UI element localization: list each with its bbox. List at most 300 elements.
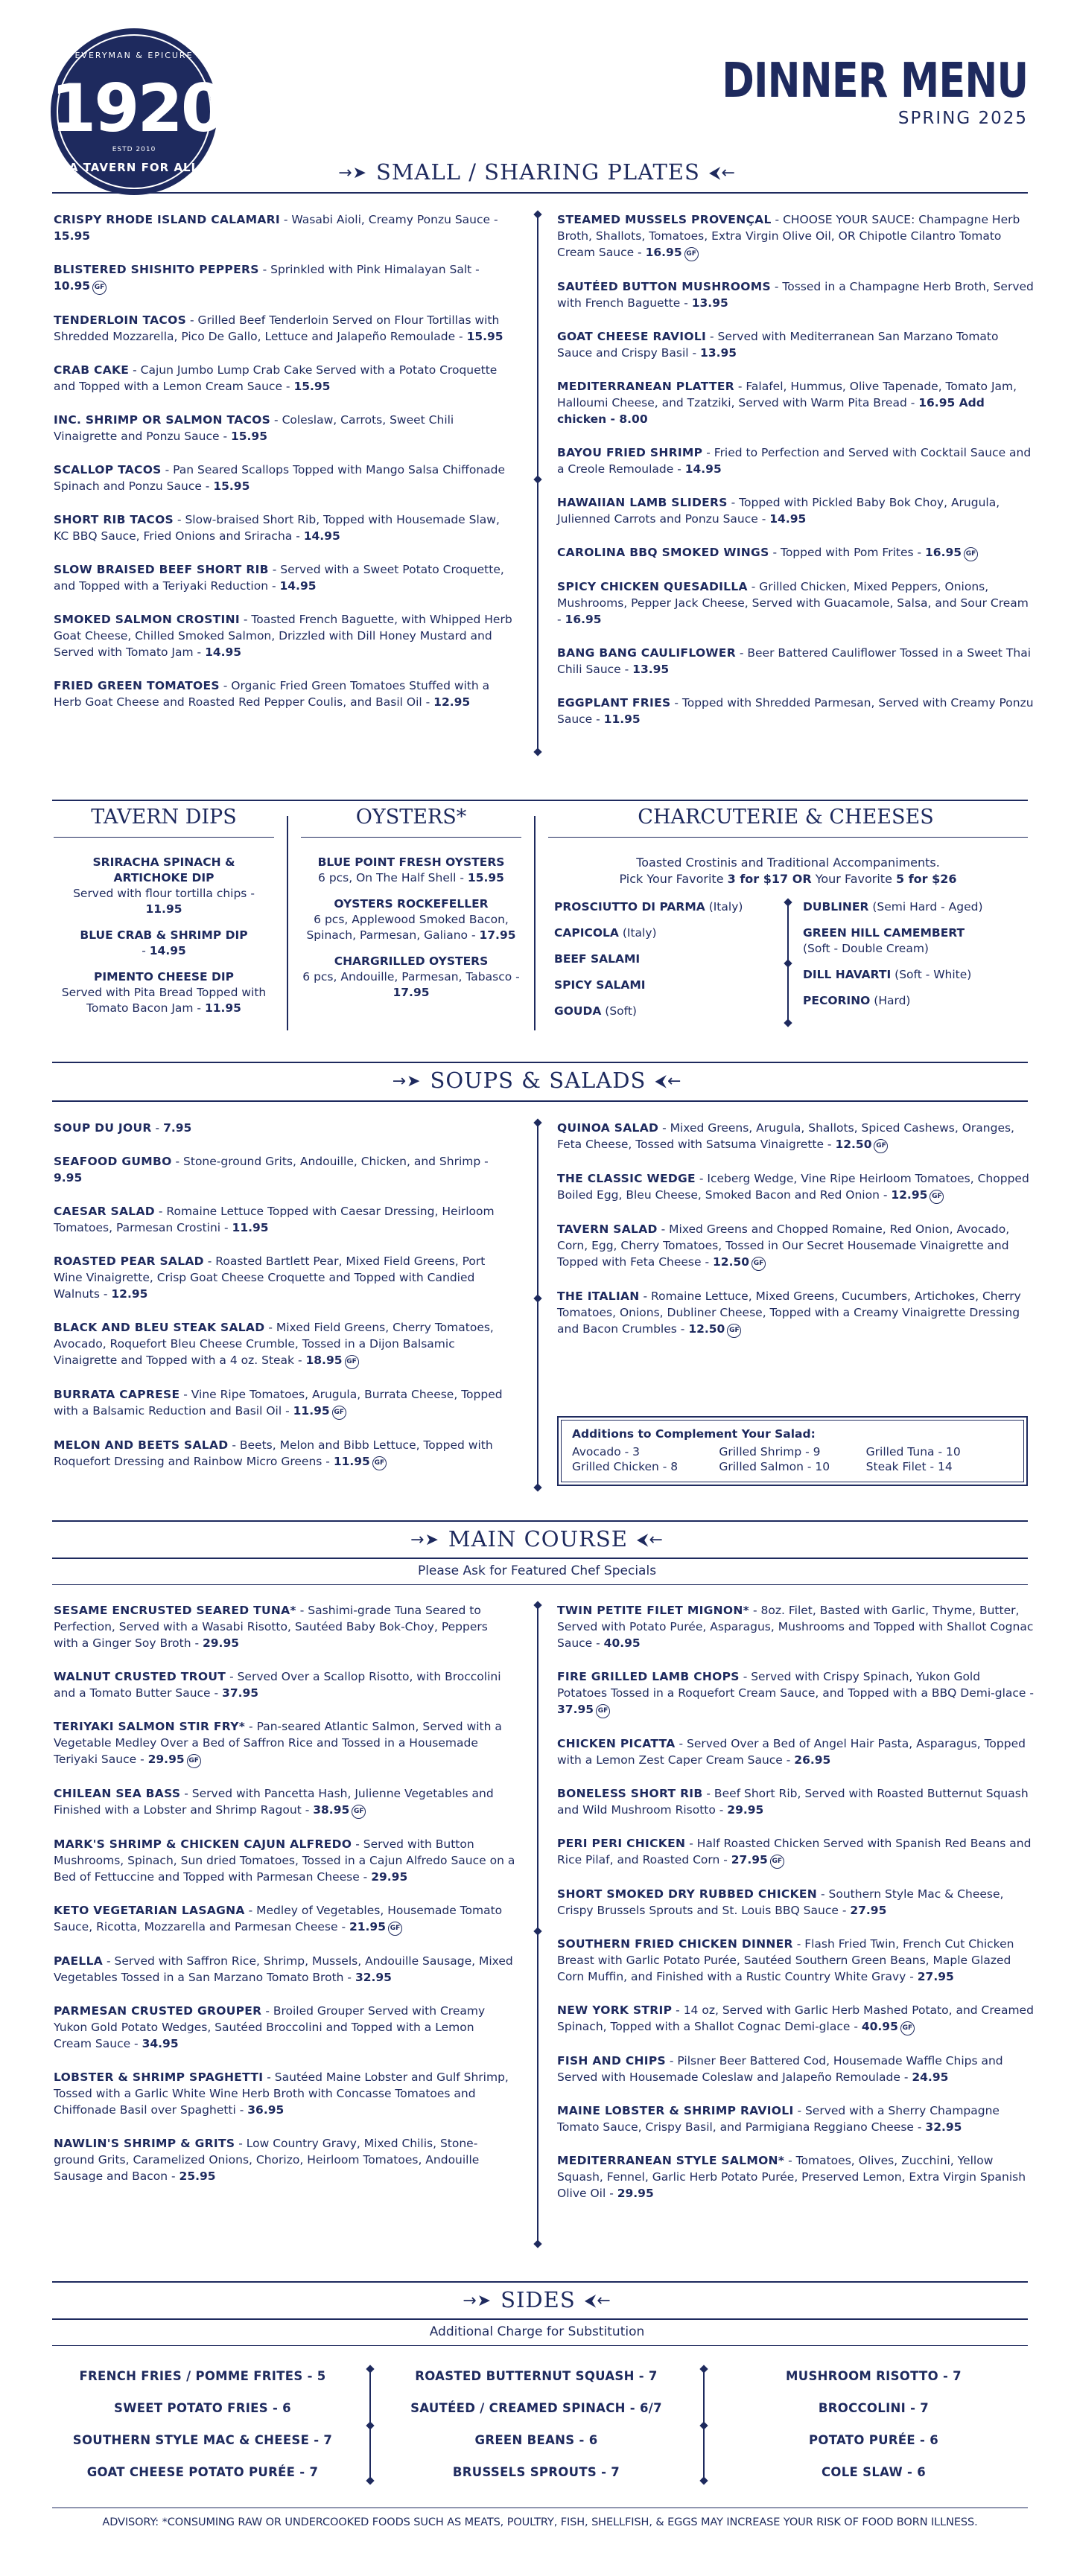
- gluten-free-icon: GF: [964, 547, 978, 561]
- divider-ornament-icon: [533, 747, 541, 756]
- item-price: 38.95: [313, 1803, 350, 1817]
- menu-item: [557, 1886, 1034, 1919]
- item-description: - Served with Crispy Spinach, Yukon Gold Potatoes Tossed in a Roquefort Cream Sauce, and Topped with a BBQ Demi-glace -: [557, 1670, 1034, 1700]
- item-name: PARMESAN CRUSTED GROUPER: [54, 2004, 262, 2018]
- item-description: - Cajun Jumbo Lump Crab Cake Served with a Potato Croquette and Topped with a Lemon Cream Sauce -: [54, 363, 498, 393]
- menu-item: [557, 2152, 1034, 2202]
- logo-estd: ESTD 2010: [112, 146, 156, 153]
- item-name: SESAME ENCRUSTED SEARED TUNA*: [54, 1604, 296, 1617]
- column-divider: [537, 1605, 538, 2245]
- item-description: - Tomatoes, Olives, Zucchini, Yellow Squash, Fennel, Garlic Herb Potato Purée, Preserved Lemon, Extra Virgin Spanish Olive Oil -: [557, 2154, 1026, 2200]
- column-divider: [537, 1123, 538, 1488]
- item-name: SAUTÉED BUTTON MUSHROOMS: [557, 280, 771, 293]
- item-name: THE ITALIAN: [557, 1289, 640, 1303]
- arrow-left-icon: →➤: [463, 2292, 492, 2310]
- charcuterie-line2-a: Pick Your Favorite: [619, 872, 728, 886]
- item-description: 6 pcs, Andouille, Parmesan, Tabasco -: [302, 970, 520, 983]
- menu-item: [54, 855, 274, 917]
- small-plates-right: [557, 211, 1034, 745]
- item-name: CAROLINA BBQ SMOKED WINGS: [557, 546, 769, 559]
- gluten-free-icon: GF: [345, 1355, 359, 1369]
- item-price: 17.95: [393, 986, 430, 999]
- menu-item: [557, 645, 1034, 678]
- item-name: ROASTED PEAR SALAD: [54, 1254, 204, 1268]
- charcuterie-line2-d: 5 for $26: [896, 872, 957, 886]
- item-name: TENDERLOIN TACOS: [54, 313, 187, 327]
- item-name: HAWAIIAN LAMB SLIDERS: [557, 496, 728, 509]
- item-name: THE CLASSIC WEDGE: [557, 1172, 696, 1185]
- item-name: NEW YORK STRIP: [557, 2003, 673, 2017]
- item-price: 15.95: [293, 380, 331, 393]
- menu-item: [557, 444, 1034, 477]
- item-price: 11.95: [333, 1455, 370, 1468]
- divider: [52, 192, 1028, 194]
- item-name: MAINE LOBSTER & SHRIMP RAVIOLI: [557, 2104, 794, 2117]
- gluten-free-icon: GF: [930, 1190, 944, 1204]
- side-item: FRENCH FRIES / POMME FRITES - 5: [79, 2369, 326, 2383]
- item-description: - Beef Short Rib, Served with Roasted Butternut Squash and Wild Mushroom Risotto -: [557, 1787, 1029, 1817]
- item-price: 14.95: [149, 944, 186, 957]
- item-price: 16.95: [925, 546, 962, 559]
- item-note: (Soft - White): [891, 968, 972, 981]
- item-description: - Beets, Melon and Bibb Lettuce, Topped with Roquefort Dressing and Rainbow Micro Greens -: [54, 1438, 493, 1468]
- item-price: 29.95: [727, 1803, 764, 1817]
- item-description: - Pan Seared Scallops Topped with Mango Salsa Chiffonade Spinach and Ponzu Sauce -: [54, 463, 506, 493]
- sides-col-2: [387, 2369, 685, 2497]
- menu-item: [557, 494, 1034, 527]
- menu-item: [557, 1668, 1034, 1718]
- gluten-free-icon: GF: [752, 1257, 766, 1271]
- item-name: SPICY SALAMI: [554, 978, 646, 992]
- menu-item: [301, 855, 521, 886]
- menu-item: [557, 1735, 1034, 1768]
- item-description: -: [142, 944, 150, 957]
- menu-item: [54, 1386, 515, 1420]
- divider: [52, 1584, 1028, 1585]
- item-description-line: [301, 870, 521, 886]
- side-item: GREEN BEANS - 6: [474, 2433, 598, 2447]
- item-description: - Stone-ground Grits, Andouille, Chicken, and Shrimp -: [171, 1155, 489, 1168]
- item-description: - Romaine Lettuce, Mixed Greens, Cucumbers, Artichokes, Cherry Tomatoes, Onions, Dubliner Cheese, Topped with a Creamy Vinaigrette Dressing and Bacon Crumbles -: [557, 1289, 1021, 1336]
- divider: [52, 1520, 1028, 1522]
- main-subtitle: Please Ask for Featured Chef Specials: [417, 1563, 657, 1578]
- section-title-charcuterie: CHARCUTERIE & CHEESES: [638, 806, 934, 829]
- cheese-item: [803, 993, 1026, 1009]
- item-description: - Iceberg Wedge, Vine Ripe Heirloom Tomatoes, Chopped Boiled Egg, Bleu Cheese, Smoked Bacon and Red Onion -: [557, 1172, 1029, 1202]
- side-item: COLE SLAW - 6: [821, 2465, 926, 2479]
- item-name: CAPICOLA: [554, 926, 619, 940]
- item-price: 15.95: [230, 430, 267, 443]
- item-description: - Served with Pancetta Hash, Julienne Vegetables and Finished with a Lobster and Shrimp Ragout -: [54, 1787, 494, 1817]
- item-price: 29.95: [202, 1636, 240, 1650]
- dips-list: [54, 855, 274, 1027]
- item-description: - Pan-seared Atlantic Salmon, Served with a Vegetable Medley Over a Bed of Saffron Rice and Tossed in a Housemade Teriyaki Sauce -: [54, 1720, 502, 1766]
- item-name: SHORT RIB TACOS: [54, 513, 174, 526]
- logo-number: 1920: [51, 70, 224, 147]
- charcuterie-line2-c: Your Favorite: [811, 872, 896, 886]
- charcuterie-line2-b: 3 for $17 OR: [727, 872, 812, 886]
- item-description: - Mixed Greens, Arugula, Shallots, Spiced Cashews, Oranges, Feta Cheese, Tossed with Satsuma Vinaigrette -: [557, 1121, 1014, 1151]
- item-name: BLUE POINT FRESH OYSTERS: [317, 855, 505, 869]
- addition-item: Avocado - 3: [572, 1445, 641, 1458]
- column-divider: [534, 816, 536, 1030]
- small-plates-left: [54, 211, 515, 727]
- cheese-item: [554, 978, 778, 993]
- side-item: BRUSSELS SPROUTS - 7: [452, 2465, 620, 2479]
- divider: [52, 1100, 1028, 1102]
- item-name: TAVERN SALAD: [557, 1222, 658, 1236]
- gluten-free-icon: GF: [388, 1922, 402, 1936]
- item-name: TERIYAKI SALMON STIR FRY*: [54, 1720, 246, 1733]
- item-price: 12.50: [688, 1322, 725, 1336]
- arrow-right-icon: ⮜←: [584, 2292, 611, 2310]
- divider: [52, 1062, 1028, 1063]
- section-title-soups: →➤ SOUPS & SALADS ⮜←: [392, 1068, 682, 1093]
- menu-item: [54, 211, 515, 244]
- item-price: 12.50: [835, 1138, 872, 1151]
- item-description-line: [301, 969, 521, 1001]
- menu-item: [557, 1835, 1034, 1869]
- item-description: Served with Pita Bread Topped with Tomato Bacon Jam -: [61, 986, 267, 1015]
- item-description: - Falafel, Hummus, Olive Tapenade, Tomato Jam, Halloumi Cheese, and Tzatziki, Served with Warm Pita Bread -: [557, 380, 1017, 409]
- charcuterie-line1: Toasted Crostinis and Traditional Accompaniments.: [636, 855, 940, 870]
- menu-item: [557, 578, 1034, 628]
- item-description: - Mixed Greens and Chopped Romaine, Red Onion, Avocado, Corn, Egg, Cherry Tomatoes, Tossed in Our Secret Housemade Vinaigrette and Topped with Feta Cheese -: [557, 1222, 1010, 1269]
- side-item: MUSHROOM RISOTTO - 7: [786, 2369, 962, 2383]
- item-price: 11.95: [145, 902, 182, 916]
- charcuterie-intro: [548, 855, 1028, 887]
- item-description: - Mixed Field Greens, Cherry Tomatoes, Avocado, Roquefort Bleu Cheese Crumble, Tossed in a Dijon Balsamic Vinaigrette and Topped with a 4 oz. Steak -: [54, 1321, 494, 1367]
- side-item: POTATO PURÉE - 6: [809, 2433, 938, 2447]
- item-price: 11.95: [293, 1404, 330, 1418]
- gluten-free-icon: GF: [874, 1139, 888, 1153]
- cheese-item: [554, 1004, 778, 1019]
- item-price: 11.95: [232, 1221, 269, 1234]
- additions-title: Additions to Complement Your Salad:: [572, 1427, 816, 1441]
- gluten-free-icon: GF: [900, 2021, 915, 2035]
- item-description: - Topped with Pickled Baby Bok Choy, Arugula, Julienned Carrots and Ponzu Sauce -: [557, 496, 1000, 526]
- item-price: 14.95: [303, 529, 340, 543]
- item-note: (Italy): [618, 926, 657, 940]
- menu-item: [557, 544, 1034, 561]
- item-price: 29.95: [617, 2187, 654, 2200]
- item-price: 14.95: [279, 579, 317, 593]
- side-item: SAUTÉED / CREAMED SPINACH - 6/7: [410, 2401, 662, 2415]
- item-name: PECORINO: [803, 994, 871, 1007]
- item-description: Served with flour tortilla chips -: [73, 887, 255, 900]
- item-name: CRISPY RHODE ISLAND CALAMARI: [54, 213, 280, 226]
- menu-item: [54, 1253, 515, 1302]
- divider: [54, 837, 274, 838]
- divider-ornament-icon: [699, 2365, 708, 2373]
- item-description-line: [54, 943, 274, 959]
- menu-item: [557, 1785, 1034, 1818]
- arrow-right-icon: ⮜←: [708, 164, 736, 182]
- cheese-item: [803, 899, 1026, 915]
- menu-item: [54, 1718, 515, 1768]
- item-description: - Coleslaw, Carrots, Sweet Chili Vinaigrette and Ponzu Sauce -: [54, 413, 454, 443]
- menu-item: [54, 412, 515, 444]
- item-price: 13.95: [700, 346, 737, 360]
- item-name: MEDITERRANEAN PLATTER: [557, 380, 734, 393]
- item-description: - Sprinkled with Pink Himalayan Salt -: [258, 263, 480, 276]
- divider-ornament-icon: [533, 1601, 541, 1609]
- additions-row: [572, 1459, 1013, 1474]
- side-item: BROCCOLINI - 7: [818, 2401, 930, 2415]
- divider-ornament-icon: [533, 475, 541, 483]
- divider-ornament-icon: [366, 2476, 374, 2484]
- menu-item: [54, 678, 515, 710]
- column-divider: [287, 816, 288, 1030]
- menu-item: [54, 611, 515, 660]
- item-price: 15.95: [54, 229, 91, 243]
- section-title-main: →➤ MAIN COURSE ⮜←: [410, 1526, 664, 1552]
- gluten-free-icon: GF: [352, 1805, 366, 1819]
- menu-item: [557, 328, 1034, 361]
- item-name: CHILEAN SEA BASS: [54, 1787, 181, 1800]
- item-note: (Semi Hard - Aged): [868, 900, 983, 914]
- item-name: SOUTHERN FRIED CHICKEN DINNER: [557, 1937, 793, 1951]
- soups-left: [54, 1120, 515, 1488]
- divider-ornament-icon: [699, 2421, 708, 2429]
- item-description: - Southern Style Mac & Cheese, Crispy Brussels Sprouts and St. Louis BBQ Sauce -: [557, 1887, 1004, 1917]
- item-name: SRIRACHA SPINACH & ARTICHOKE DIP: [92, 855, 235, 884]
- side-item: GOAT CHEESE POTATO PURÉE - 7: [86, 2465, 319, 2479]
- item-name: PAELLA: [54, 1954, 104, 1968]
- item-price: 16.95: [645, 246, 682, 259]
- advisory: ADVISORY: *CONSUMING RAW OR UNDERCOOKED FOODS SUCH AS MEATS, POULTRY, FISH, SHELLFISH, & EGGS MAY INCREASE YOUR RISK OF FOOD BORN ILLNESS.: [102, 2516, 978, 2528]
- sides-subtitle: Additional Charge for Substitution: [429, 2324, 645, 2339]
- salad-additions-box: [557, 1416, 1028, 1486]
- divider-ornament-icon: [533, 1927, 541, 1935]
- side-item: ROASTED BUTTERNUT SQUASH - 7: [415, 2369, 658, 2383]
- item-price: 32.95: [355, 1971, 392, 1984]
- menu-item: [557, 1936, 1034, 1985]
- gluten-free-icon: GF: [187, 1754, 201, 1768]
- item-price: 12.95: [433, 695, 471, 709]
- menu-item: [557, 1602, 1034, 1651]
- menu-item: [54, 362, 515, 395]
- item-name: EGGPLANT FRIES: [557, 696, 671, 710]
- item-price: 18.95: [305, 1354, 343, 1367]
- addition-item: Steak Filet - 14: [865, 1460, 953, 1473]
- menu-item: [54, 462, 515, 494]
- menu-item: [557, 378, 1034, 427]
- divider-ornament-icon: [699, 2476, 708, 2484]
- additions-row: [572, 1444, 1013, 1459]
- item-description: - Medley of Vegetables, Housemade Tomato Sauce, Ricotta, Mozzarella and Parmesan Cheese -: [54, 1904, 503, 1933]
- item-name: PROSCIUTTO DI PARMA: [554, 900, 705, 914]
- menu-item: [54, 2003, 515, 2052]
- menu-item: [54, 1602, 515, 1651]
- menu-item: [54, 261, 515, 295]
- charcuterie-left-list: [554, 899, 778, 1030]
- item-price: 27.95: [850, 1904, 887, 1917]
- item-price: 26.95: [794, 1753, 831, 1767]
- item-description: - Romaine Lettuce Topped with Caesar Dressing, Heirloom Tomatoes, Parmesan Crostini -: [54, 1205, 495, 1234]
- column-divider: [537, 216, 538, 752]
- item-description: - Organic Fried Green Tomatoes Stuffed with a Herb Goat Cheese and Roasted Red Pepper Coulis, and Basil Oil -: [54, 679, 490, 709]
- divider-ornament-icon: [784, 898, 792, 906]
- item-price: 14.95: [769, 512, 807, 526]
- soups-right: [557, 1120, 1034, 1355]
- addition-item: Grilled Shrimp - 9: [719, 1445, 821, 1458]
- menu-item: [557, 2002, 1034, 2035]
- item-price: 27.95: [731, 1853, 768, 1866]
- main-right: [557, 1602, 1034, 2219]
- menu-item: [54, 312, 515, 345]
- item-description: - Fried to Perfection and Served with Cocktail Sauce and a Creole Remoulade -: [557, 446, 1032, 476]
- item-description: - Vine Ripe Tomatoes, Arugula, Burrata Cheese, Topped with a Balsamic Reduction and Basil Oil -: [54, 1388, 503, 1418]
- item-name: OYSTERS ROCKEFELLER: [334, 897, 489, 911]
- item-note: (Italy): [705, 900, 743, 914]
- item-name: PERI PERI CHICKEN: [557, 1837, 686, 1850]
- item-price: 16.95 Add chicken - 8.00: [557, 396, 985, 426]
- item-price: 29.95: [371, 1870, 408, 1884]
- divider: [52, 2318, 1028, 2320]
- logo-top-text: EVERYMAN & EPICURE: [74, 51, 194, 60]
- item-description: - Tossed in a Champagne Herb Broth, Served with French Baguette -: [557, 280, 1034, 310]
- item-name: CRAB CAKE: [54, 363, 130, 377]
- item-price: 21.95: [349, 1920, 386, 1933]
- menu-item: [54, 511, 515, 544]
- item-price: 24.95: [912, 2070, 949, 2084]
- divider-ornament-icon: [366, 2421, 374, 2429]
- menu-item: [54, 2069, 515, 2118]
- item-price: 25.95: [179, 2169, 216, 2183]
- item-name: PIMENTO CHEESE DIP: [94, 970, 234, 983]
- item-description: - Half Roasted Chicken Served with Spanish Red Beans and Rice Pilaf, and Roasted Corn -: [557, 1837, 1032, 1866]
- item-price: 37.95: [222, 1686, 259, 1700]
- menu-item: [54, 1902, 515, 1936]
- item-description: - Served Over a Bed of Angel Hair Pasta, Asparagus, Topped with a Lemon Zest Caper Cream Sauce -: [557, 1737, 1026, 1767]
- menu-item: [54, 1319, 515, 1369]
- cheese-item: [554, 925, 778, 941]
- item-price: 13.95: [691, 296, 728, 310]
- item-price: 27.95: [917, 1970, 954, 1983]
- additions-grid: [572, 1444, 1013, 1474]
- divider-ornament-icon: [784, 1018, 792, 1027]
- item-description: - Slow-braised Short Rib, Topped with Housemade Slaw, KC BBQ Sauce, Fried Onions and Sriracha -: [54, 513, 500, 543]
- item-description: - Served with a Sherry Champagne Tomato Sauce, Crispy Basil, and Parmigiana Reggiano Cheese -: [557, 2104, 1000, 2134]
- item-note: (Hard): [870, 994, 911, 1007]
- menu-item: [54, 561, 515, 594]
- divider: [52, 2281, 1028, 2283]
- item-name: BEEF SALAMI: [554, 952, 641, 966]
- item-price: 32.95: [925, 2120, 962, 2134]
- page-title: DINNER MENU: [721, 54, 1028, 109]
- arrow-left-icon: →➤: [410, 1531, 439, 1549]
- item-price: 13.95: [632, 663, 670, 676]
- item-description: - Wasabi Aioli, Creamy Ponzu Sauce -: [279, 213, 498, 226]
- item-name: TWIN PETITE FILET MIGNON*: [557, 1604, 750, 1617]
- menu-item: [557, 1170, 1034, 1204]
- item-price: 12.95: [891, 1188, 928, 1202]
- section-title-oysters: OYSTERS*: [355, 806, 467, 829]
- sides-col-3: [721, 2369, 1026, 2497]
- divider: [548, 837, 1028, 838]
- item-name: MEDITERRANEAN STYLE SALMON*: [557, 2154, 785, 2167]
- item-description: - Sashimi-grade Tuna Seared to Perfection, Served with a Wasabi Risotto, Sautéed Baby Bok-Choy, Peppers with a Ginger Soy Broth -: [54, 1604, 488, 1650]
- item-price: 11.95: [603, 712, 641, 726]
- gluten-free-icon: GF: [727, 1324, 741, 1338]
- item-description: - Served with Saffron Rice, Shrimp, Mussels, Andouille Sausage, Mixed Vegetables Tossed in a San Marzano Tomato Broth -: [54, 1954, 513, 1984]
- divider-ornament-icon: [366, 2365, 374, 2373]
- item-name: SEAFOOD GUMBO: [54, 1155, 172, 1168]
- item-name: MARK'S SHRIMP & CHICKEN CAJUN ALFREDO: [54, 1837, 352, 1851]
- item-price: 37.95: [557, 1703, 594, 1716]
- gluten-free-icon: GF: [684, 247, 699, 261]
- menu-item: [557, 1288, 1034, 1338]
- section-title-sides: →➤ SIDES ⮜←: [463, 2287, 611, 2312]
- menu-item: [54, 2135, 515, 2184]
- item-description: -: [151, 1121, 164, 1135]
- gluten-free-icon: GF: [770, 1855, 784, 1869]
- item-price: 9.95: [54, 1171, 83, 1185]
- item-description: - Served with Mediterranean San Marzano Tomato Sauce and Crispy Basil -: [557, 330, 999, 360]
- divider: [301, 837, 521, 838]
- menu-item: [54, 1437, 515, 1470]
- menu-item: [54, 1785, 515, 1819]
- item-name: BLISTERED SHISHITO PEPPERS: [54, 263, 259, 276]
- item-price: 15.95: [466, 330, 503, 343]
- arrow-left-icon: →➤: [392, 1072, 422, 1091]
- main-left: [54, 1602, 515, 2202]
- item-name: STEAMED MUSSELS PROVENÇAL: [557, 213, 772, 226]
- item-name: GOAT CHEESE RAVIOLI: [557, 330, 707, 343]
- item-price: 40.95: [603, 1636, 641, 1650]
- menu-item: [557, 2053, 1034, 2085]
- gluten-free-icon: GF: [92, 281, 107, 295]
- item-description: - Toasted French Baguette, with Whipped Herb Goat Cheese, Chilled Smoked Salmon, Drizzled with Dill Honey Mustard and Served with Tomato Jam -: [54, 613, 512, 659]
- item-price: 29.95: [147, 1753, 185, 1766]
- item-price: 14.95: [684, 462, 722, 476]
- menu-item: [54, 1953, 515, 1986]
- divider: [52, 1558, 1028, 1559]
- item-name: SPICY CHICKEN QUESADILLA: [557, 580, 748, 593]
- item-price: 16.95: [565, 613, 602, 626]
- menu-item: [54, 928, 274, 959]
- menu-item: [54, 1120, 515, 1136]
- item-description: - Roasted Bartlett Pear, Mixed Field Greens, Port Wine Vinaigrette, Crisp Goat Cheese Croquette and Topped with Candied Walnuts -: [54, 1254, 486, 1301]
- item-name: BLUE CRAB & SHRIMP DIP: [80, 928, 248, 942]
- section-title-dips: TAVERN DIPS: [91, 806, 237, 829]
- item-description: - Low Country Gravy, Mixed Chilis, Stone-ground Grits, Caramelized Onions, Chorizo, Heirloom Tomatoes, Andouille Sausage and Bacon -: [54, 2137, 480, 2183]
- item-name: SOUP DU JOUR: [54, 1121, 152, 1135]
- item-description: - Broiled Grouper Served with Creamy Yukon Gold Potato Wedges, Sautéed Broccolini and Topped with a Lemon Cream Sauce -: [54, 2004, 486, 2050]
- item-name: QUINOA SALAD: [557, 1121, 659, 1135]
- item-note: (Soft - Double Cream): [803, 942, 929, 955]
- item-description: - Flash Fried Twin, French Cut Chicken Breast with Garlic Potato Purée, Sautéed Southern Green Beans, Maple Glazed Corn Muffin, and Finished with a Rustic Country White Gravy -: [557, 1937, 1014, 1983]
- item-description: - 14 oz, Served with Garlic Herb Mashed Potato, and Creamed Spinach, Topped with a Shallot Cognac Demi-glace -: [557, 2003, 1034, 2033]
- addition-item: Grilled Salmon - 10: [719, 1460, 830, 1473]
- item-description: 6 pcs, On The Half Shell -: [318, 871, 468, 884]
- arrow-left-icon: →➤: [338, 164, 367, 182]
- item-price: 36.95: [247, 2103, 285, 2117]
- logo-bottom-text: A TAVERN FOR ALL: [69, 161, 200, 174]
- item-name: BURRATA CAPRESE: [54, 1388, 180, 1401]
- menu-item: [557, 695, 1034, 727]
- item-name: BLACK AND BLEU STEAK SALAD: [54, 1321, 265, 1334]
- item-name: SMOKED SALMON CROSTINI: [54, 613, 240, 626]
- item-name: FIRE GRILLED LAMB CHOPS: [557, 1670, 740, 1683]
- menu-item: [301, 954, 521, 1001]
- item-name: SHORT SMOKED DRY RUBBED CHICKEN: [557, 1887, 818, 1901]
- item-name: WALNUT CRUSTED TROUT: [54, 1670, 226, 1683]
- item-name: NAWLIN'S SHRIMP & GRITS: [54, 2137, 235, 2150]
- item-description: - Pilsner Beer Battered Cod, Housemade Waffle Chips and Served with Housemade Coleslaw and Jalapeño Remoulade -: [557, 2054, 1003, 2084]
- item-price: 10.95: [54, 279, 91, 293]
